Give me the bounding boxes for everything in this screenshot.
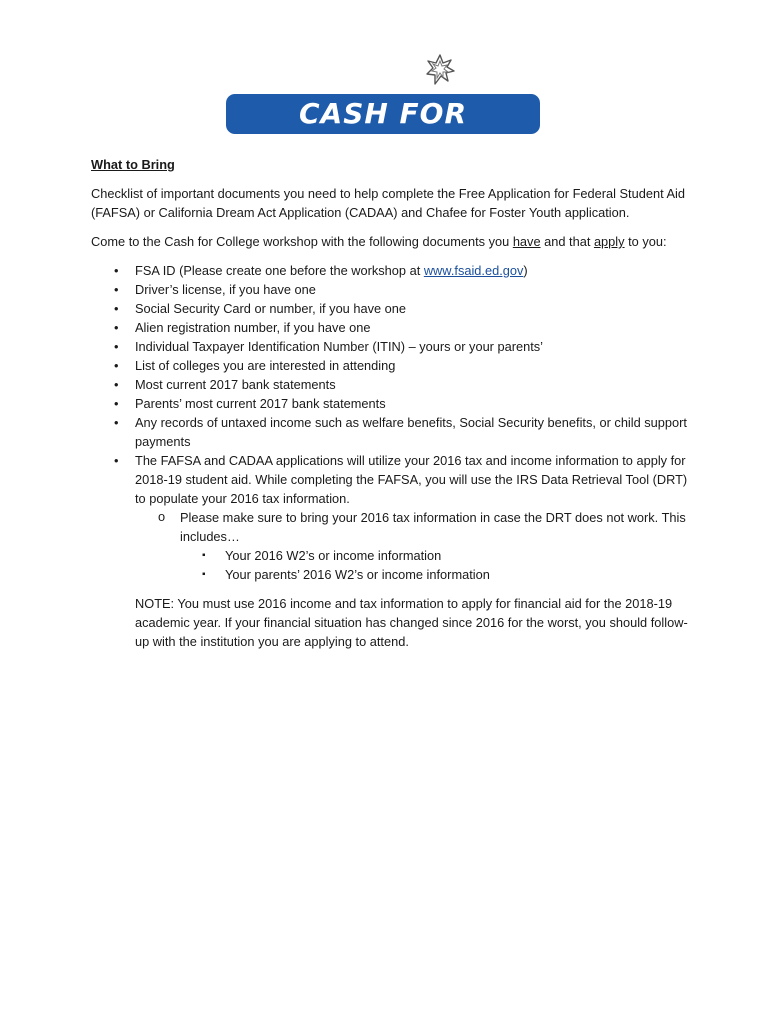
list-item: • Driver’s license, if you have one [91,280,691,299]
sub-list [135,508,691,584]
list-item: • Social Security Card or number, if you have one [91,299,691,318]
list-item: • List of colleges you are interested in attending [91,356,691,375]
list-item: • Most current 2017 bank statements [91,375,691,394]
list-item: • Individual Taxpayer Identification Number (ITIN) – yours or your parents’ [91,337,691,356]
star-burst-icon [425,54,455,86]
list-item-fsa-id [91,261,691,280]
instructions-text-3: to you: [624,234,667,249]
note-paragraph: NOTE: You must use 2016 income and tax information to apply for financial aid for the 2018-19 academic year. If your financial situation has changed since 2016 for the worst, you should follow-up with the institution you are applying to attend. [135,596,688,649]
instructions-text-1: Come to the Cash for College workshop with the following documents you [91,234,513,249]
instructions-have: have [512,234,541,249]
tax-info-text: The FAFSA and CADAA applications will utilize your 2016 tax and income information to apply for 2018-19 student aid. While completing the FAFSA, you will use the IRS Data Retrieval Tool (DRT) to populate your 2016 tax information. [135,453,688,506]
sub-sub-list-item: ▪ Your 2016 W2’s or income information [180,546,691,565]
sub-list-text: Please make sure to bring your 2016 tax information in case the DRT does not work. This includes… [180,510,686,544]
list-item: • Any records of untaxed income such as welfare benefits, Social Security benefits, or child support payments [91,413,691,451]
instructions-text-2: and that [540,234,594,249]
cash-for-college-logo [226,54,542,170]
list-item-tax-info [91,451,691,584]
intro-paragraph: Checklist of important documents you need to help complete the Free Application for Federal Student Aid (FAFSA) or California Dream Act Application (CADAA) and Chafee for Foster Youth application. [91,186,685,220]
instructions-paragraph [91,232,691,251]
document-checklist [91,261,691,584]
document-body [91,156,691,651]
fsaid-link[interactable]: www.fsaid.ed.gov [423,263,524,278]
page-title: What to Bring [91,157,175,172]
sub-sub-list-item: ▪ Your parents’ 2016 W2’s or income information [180,565,691,584]
logo-slash-icon: // [331,137,355,170]
sub-list-item [135,508,691,584]
logo-text-left: CASH FOR C [298,97,468,170]
logo-text [226,94,540,170]
instructions-apply: apply [593,234,625,249]
sub-sub-list [180,546,691,584]
fsa-text: FSA ID (Please create one before the workshop at [135,263,424,278]
logo-text-right: LLEGE [354,137,456,170]
list-item: • Parents’ most current 2017 bank statements [91,394,691,413]
list-item: • Alien registration number, if you have one [91,318,691,337]
fsa-text-end: ) [523,263,528,278]
